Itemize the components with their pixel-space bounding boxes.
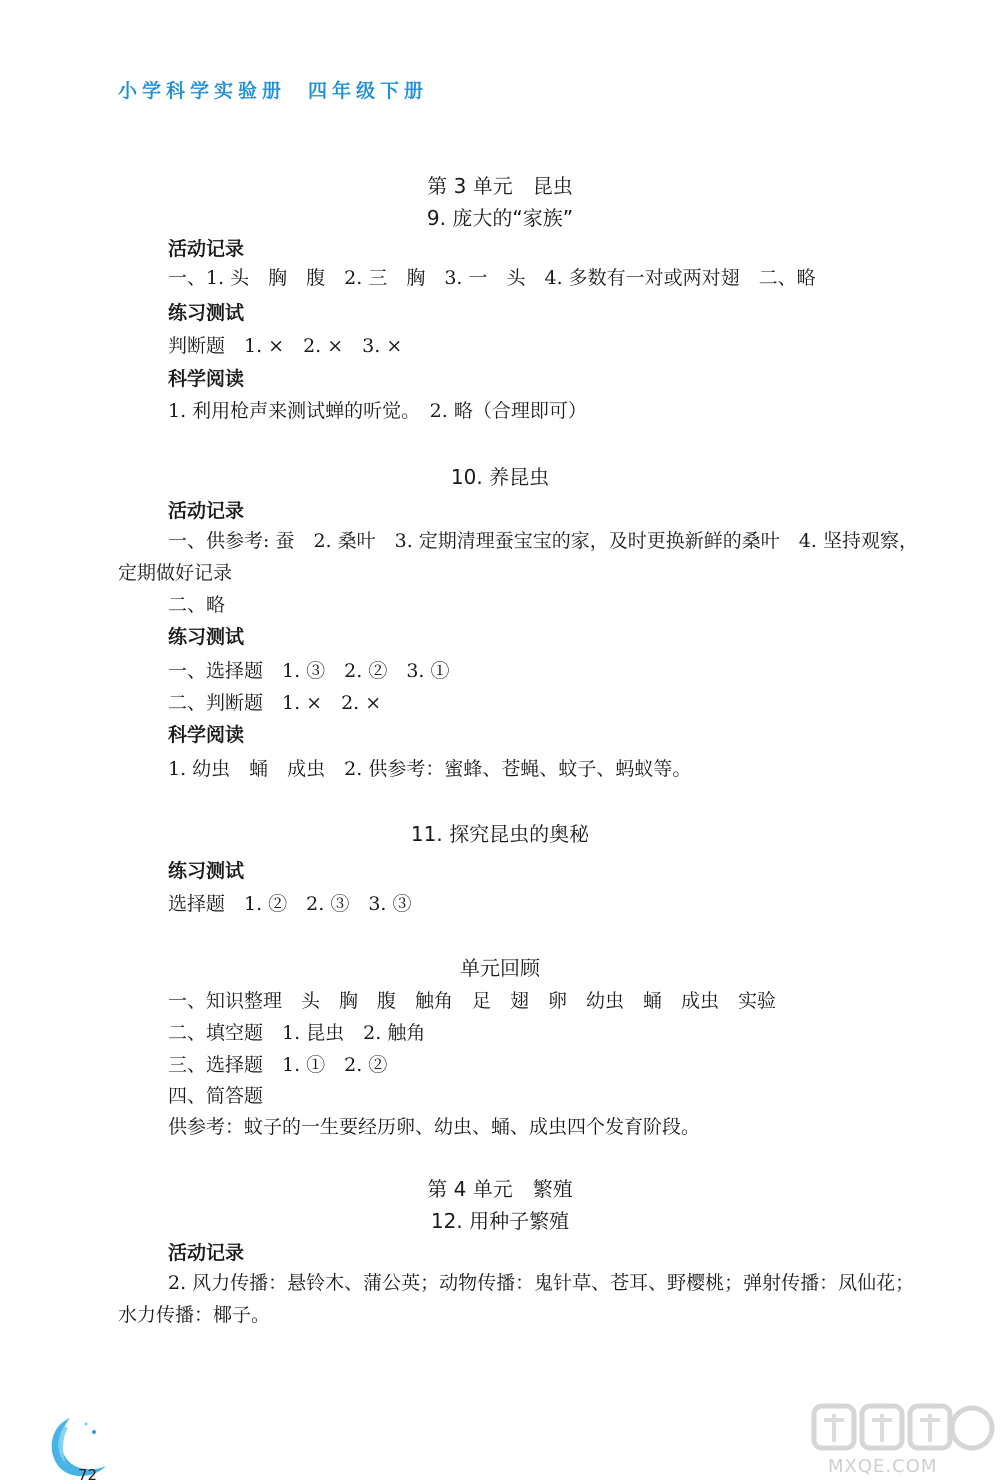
review-line-4: 四、简答题 — [168, 1085, 264, 1107]
lesson-10-activity-line-2: 定期做好记录 — [118, 562, 233, 584]
lesson-10-activity-line-1: 一、供参考: 蚕 2. 桑叶 3. 定期清理蚕宝宝的家，及时更换新鲜的桑叶 4. 坚持观察， — [168, 530, 918, 552]
review-line-3: 三、选择题 1. ① 2. ② — [168, 1054, 388, 1076]
lesson-9-title: 9. 庞大的“家族” — [426, 206, 574, 230]
lesson-9-activity-line: 一、1. 头 胸 腹 2. 三 胸 3. 一 头 4. 多数有一对或两对翅 二、略 — [168, 267, 816, 289]
lesson-10-reading-line: 1. 幼虫 蛹 成虫 2. 供参考：蜜蜂、苍蝇、蚊子、蚂蚁等。 — [168, 758, 692, 780]
unit-3-review-title: 单元回顾 — [460, 956, 540, 980]
watermark-text: MXQE.COM — [828, 1456, 938, 1477]
page-badge-swirl-icon — [42, 1412, 112, 1482]
lesson-9-test-heading: 练习测试 — [168, 302, 245, 324]
lesson-12-activity-line-2: 水力传播：椰子。 — [118, 1304, 271, 1326]
lesson-12-activity-line-1: 2. 风力传播：悬铃木、蒲公英；动物传播：鬼针草、苍耳、野樱桃；弹射传播：凤仙花； — [168, 1272, 915, 1294]
lesson-10-test-heading: 练习测试 — [168, 626, 245, 648]
lesson-11-test-line: 选择题 1. ② 2. ③ 3. ③ — [168, 893, 412, 915]
lesson-12-title: 12. 用种子繁殖 — [430, 1209, 570, 1233]
lesson-12-activity-heading: 活动记录 — [168, 1242, 245, 1264]
book-header — [118, 76, 428, 103]
unit-4-title: 第 4 单元 繁殖 — [427, 1177, 573, 1201]
lesson-11-test-heading: 练习测试 — [168, 860, 245, 882]
lesson-10-test-line-1: 一、选择题 1. ③ 2. ② 3. ① — [168, 660, 450, 682]
lesson-11-title: 11. 探究昆虫的奥秘 — [410, 822, 590, 846]
unit-3-title: 第 3 单元 昆虫 — [427, 174, 573, 198]
lesson-10-reading-heading: 科学阅读 — [168, 724, 245, 746]
lesson-9-activity-heading: 活动记录 — [168, 238, 245, 260]
lesson-10-activity-heading: 活动记录 — [168, 500, 245, 522]
lesson-10-title: 10. 养昆虫 — [450, 465, 550, 489]
book-grade: 四年级下册 — [308, 80, 429, 102]
lesson-10-test-line-2: 二、判断题 1. × 2. × — [168, 692, 382, 714]
review-line-2: 二、填空题 1. 昆虫 2. 触角 — [168, 1022, 426, 1044]
review-line-1: 一、知识整理 头 胸 腹 触角 足 翅 卵 幼虫 蛹 成虫 实验 — [168, 990, 777, 1012]
review-line-5: 供参考：蚊子的一生要经历卵、幼虫、蛹、成虫四个发育阶段。 — [168, 1116, 701, 1138]
book-title: 小学科学实验册 — [118, 80, 287, 102]
lesson-9-test-line: 判断题 1. × 2. × 3. × — [168, 335, 403, 357]
lesson-9-reading-line: 1. 利用枪声来测试蝉的听觉。 2. 略（合理即可） — [168, 400, 587, 422]
page-number: 72 — [78, 1466, 98, 1484]
lesson-9-reading-heading: 科学阅读 — [168, 368, 245, 390]
lesson-10-activity-line-3: 二、略 — [168, 594, 226, 616]
